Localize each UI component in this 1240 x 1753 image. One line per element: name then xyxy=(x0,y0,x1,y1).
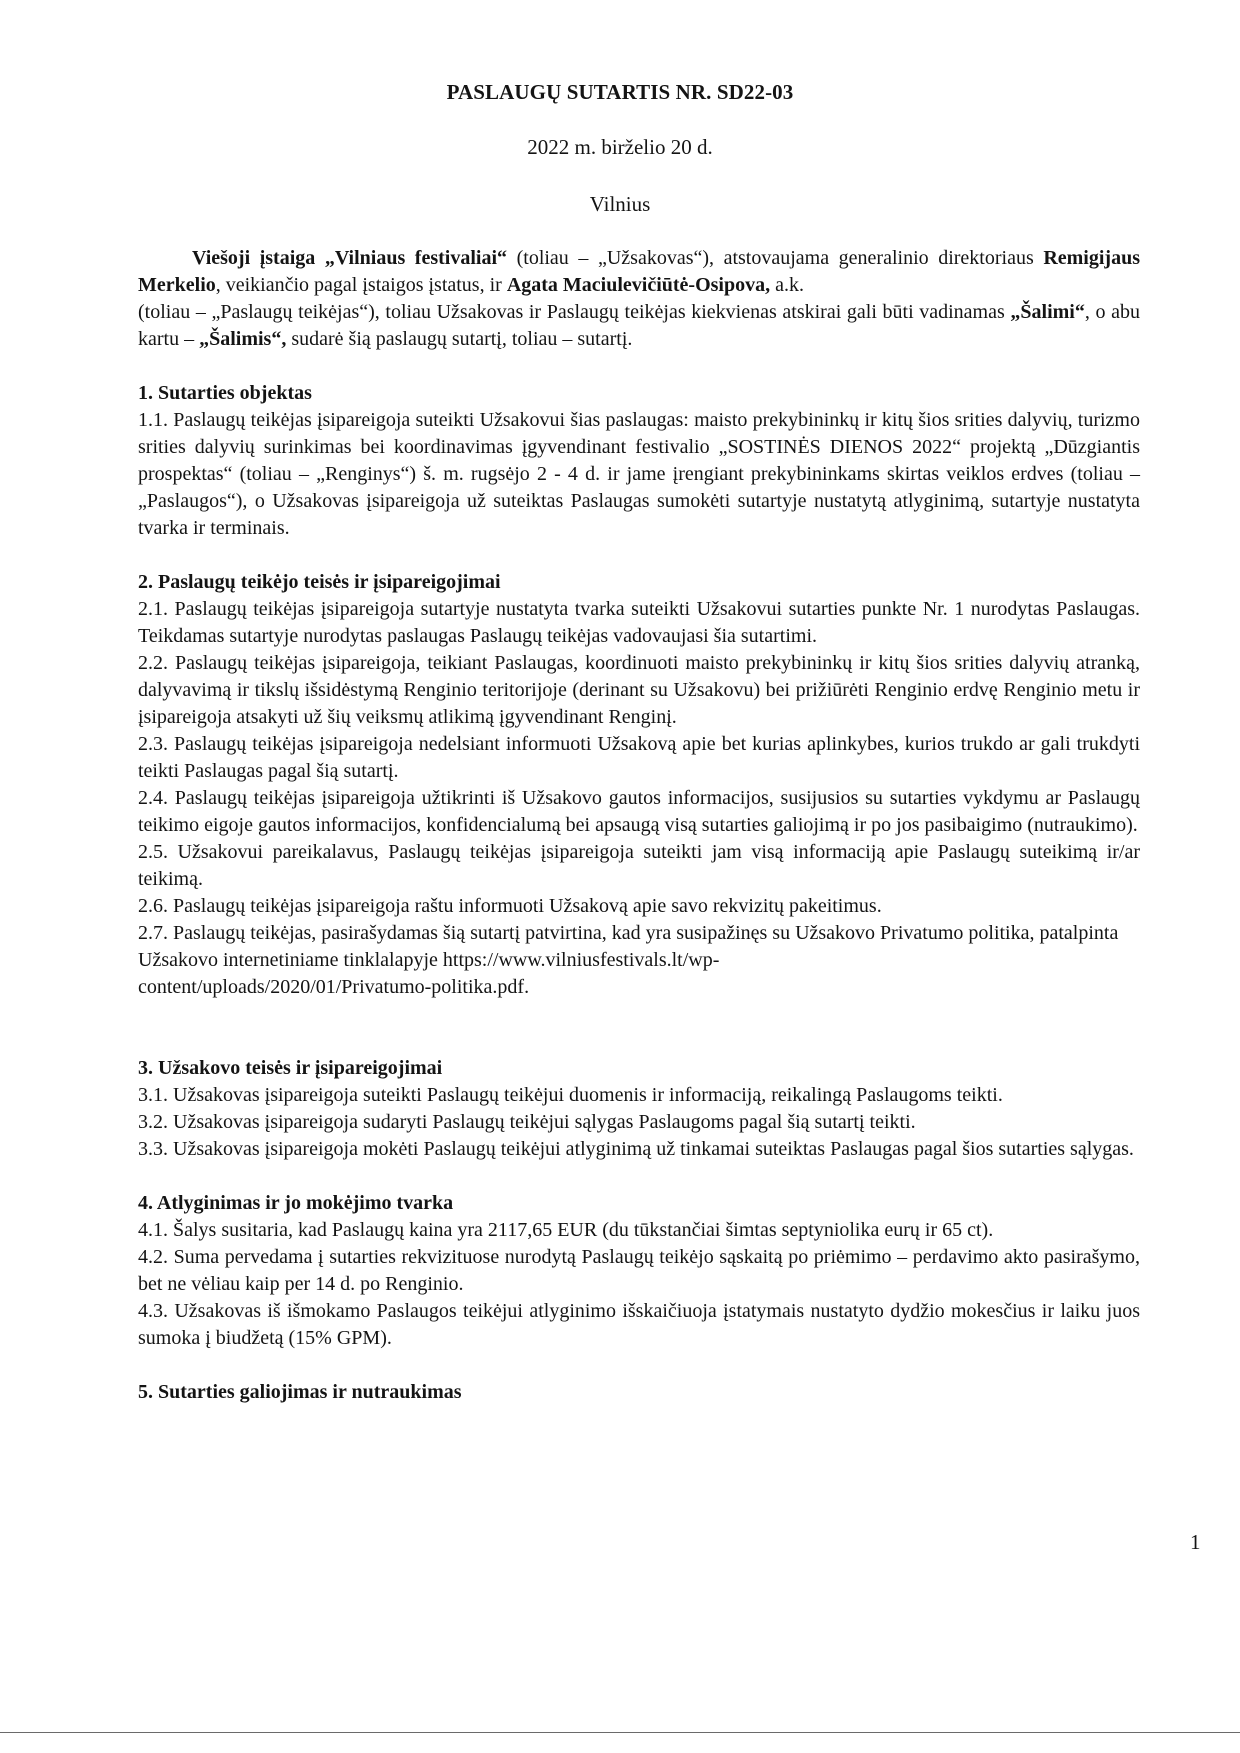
clause-4-1: 4.1. Šalys susitaria, kad Paslaugų kaina yra 2117,65 EUR (du tūkstančiai šimtas septyniolika eurų ir 65 ct). xyxy=(138,1219,994,1241)
section-4-heading: 4. Atlyginimas ir jo mokėjimo tvarka xyxy=(138,1192,454,1214)
clause-4-3: 4.3. Užsakovas iš išmokamo Paslaugos teikėjui atlyginimo išskaičiuoja įstatymais nustatyto dydžio mokesčius ir laiku juos sumoka į biudžetą (15% GPM). xyxy=(138,1300,1140,1349)
spacer xyxy=(138,1001,1140,1055)
director-name: Remigijaus Merkelio xyxy=(138,247,1140,296)
section-2-heading: 2. Paslaugų teikėjo teisės ir įsipareigojimai xyxy=(138,571,501,593)
clause-2-6: 2.6. Paslaugų teikėjas įsipareigoja raštu informuoti Užsakovą apie savo rekvizitų pakeitimus. xyxy=(138,895,882,917)
document-body xyxy=(138,245,1140,1406)
document-city: Vilnius xyxy=(589,192,651,216)
privacy-policy-link[interactable]: content/uploads/2020/01/Privatumo-politika.pdf. xyxy=(138,976,530,998)
page-number: 1 xyxy=(1190,1530,1201,1554)
clause-2-5: 2.5. Užsakovui pareikalavus, Paslaugų teikėjas įsipareigoja suteikti jam visą informaciją apie Paslaugų suteikimą ir/ar teikimą. xyxy=(138,841,1140,890)
document-date: 2022 m. birželio 20 d. xyxy=(527,135,713,159)
footer-divider xyxy=(0,1732,1240,1733)
intro-paragraph: Viešoji įstaiga „Vilniaus festivaliai“ (toliau – „Užsakovas“), atstovaujama generalinio direktoriaus Remigijaus Merkelio, veikiančio pagal įstaigos įstatus, ir Agata Maciulevičiūtė-Osipova, a.k. xyxy=(138,247,1140,296)
clause-4-2: 4.2. Suma pervedama į sutarties rekvizituose nurodytą Paslaugų teikėjo sąskaitą po priėmimo – perdavimo akto pasirašymo, bet ne vėliau kaip per 14 d. po Renginio. xyxy=(138,1246,1140,1295)
clause-3-1: 3.1. Užsakovas įsipareigoja suteikti Paslaugų teikėjui duomenis ir informaciją, reikalingą Paslaugoms teikti. xyxy=(138,1084,1003,1106)
client-org: Viešoji įstaiga „Vilniaus festivaliai“ xyxy=(192,247,508,269)
intro-paragraph-cont: (toliau – „Paslaugų teikėjas“), toliau Užsakovas ir Paslaugų teikėjas kiekvienas atskirai gali būti vadinamas „Šalimi“, o abu kartu – „Šalimis“, sudarė šią paslaugų sutartį, toliau – sutartį. xyxy=(138,301,1140,350)
clause-1-1: 1.1. Paslaugų teikėjas įsipareigoja suteikti Užsakovui šias paslaugas: maisto prekybininkų ir kitų šios srities dalyvių, turizmo srities dalyvių surinkimas bei koordinavimas įgyvendinant festivalio „SOSTINĖS DIENOS 2022“ projektą „Dūzgiantis prospektas“ (toliau – „Renginys“) š. m. rugsėjo 2 - 4 d. ir jame įrengiant prekybininkams skirtas veiklos erdves (toliau – „Paslaugos“), o Užsakovas įsipareigoja už suteiktas Paslaugas sumokėti sutartyje nustatytą atlyginimą, sutartyje nustatyta tvarka ir terminais. xyxy=(138,409,1140,539)
clause-3-2: 3.2. Užsakovas įsipareigoja sudaryti Paslaugų teikėjui sąlygas Paslaugoms pagal šią sutartį teikti. xyxy=(138,1111,916,1133)
clause-2-4: 2.4. Paslaugų teikėjas įsipareigoja užtikrinti iš Užsakovo gautos informacijos, susijusios su sutarties vykdymu ar Paslaugų teikimo eigoje gautos informacijos, konfidencialumą bei apsaugą visą sutarties galiojimą ir po jos pasibaigimo (nutraukimo). xyxy=(138,787,1140,836)
section-3-heading: 3. Užsakovo teisės ir įsipareigojimai xyxy=(138,1057,443,1079)
provider-name: Agata Maciulevičiūtė-Osipova, xyxy=(506,274,771,296)
document-title: PASLAUGŲ SUTARTIS NR. SD22-03 xyxy=(446,80,794,104)
clause-2-3: 2.3. Paslaugų teikėjas įsipareigoja nedelsiant informuoti Užsakovą apie bet kurias aplinkybes, kurios trukdo ar gali trukdyti teikti Paslaugas pagal šią sutartį. xyxy=(138,733,1140,782)
clause-3-3: 3.3. Užsakovas įsipareigoja mokėti Paslaugų teikėjui atlyginimą už tinkamai suteiktas Paslaugas pagal šios sutarties sąlygas. xyxy=(138,1138,1134,1160)
section-5-heading: 5. Sutarties galiojimas ir nutraukimas xyxy=(138,1381,462,1403)
section-1-heading: 1. Sutarties objektas xyxy=(138,382,312,404)
clause-2-2: 2.2. Paslaugų teikėjas įsipareigoja, teikiant Paslaugas, koordinuoti maisto prekybininkų ir kitų šios srities dalyvių atranką, dalyvavimą ir tikslų išsidėstymą Renginio teritorijoje (derinant su Užsakovu) bei prižiūrėti Renginio erdvę Renginio metu ir įsipareigoja atsakyti už šių veiksmų atlikimą įgyvendinant Renginį. xyxy=(138,652,1140,728)
clause-2-7: 2.7. Paslaugų teikėjas, pasirašydamas šią sutartį patvirtina, kad yra susipažinęs su Užsakovo Privatumo politika, patalpinta Užsakovo internetiniame tinklalapyje https://www.vilniusfestivals.lt/wp- content/uploads/2020/01/Privatumo-politika.pdf. xyxy=(138,922,1119,998)
clause-2-1: 2.1. Paslaugų teikėjas įsipareigoja sutartyje nustatyta tvarka suteikti Užsakovui sutarties punkte Nr. 1 nurodytas Paslaugas. Teikdamas sutartyje nurodytas paslaugas Paslaugų teikėjas vadovaujasi šia sutartimi. xyxy=(138,598,1140,647)
